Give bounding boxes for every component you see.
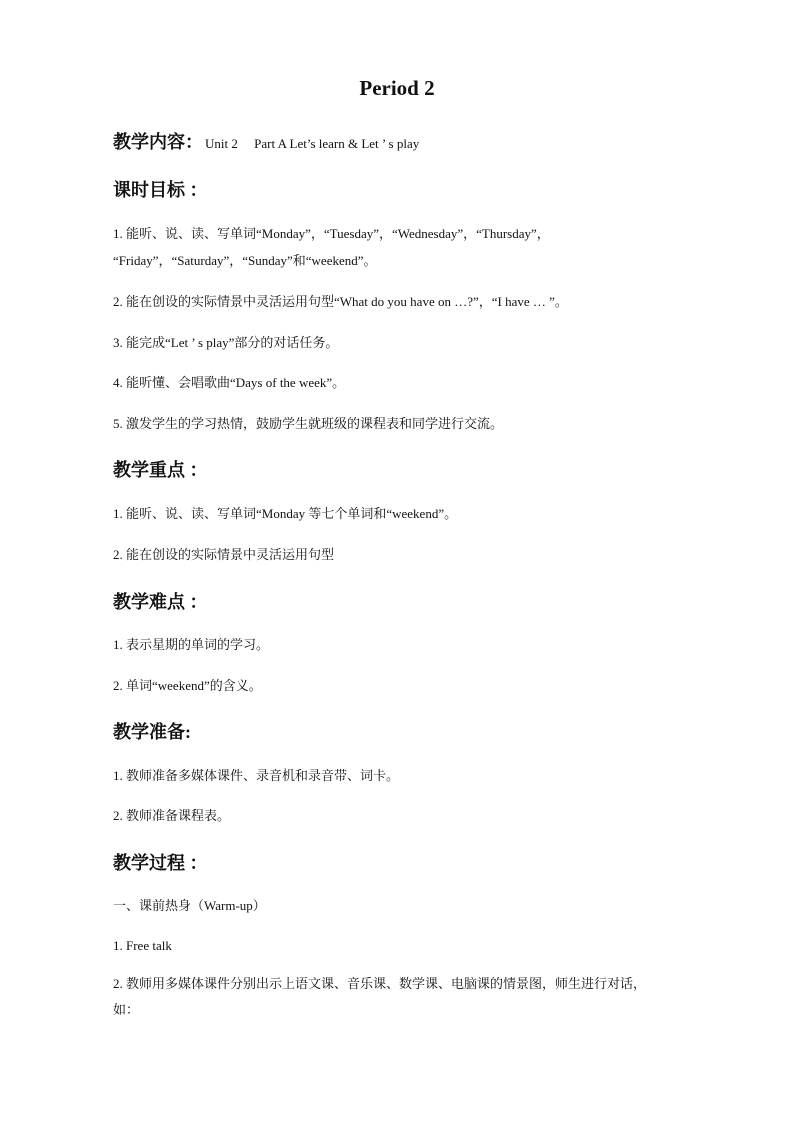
preparation-item-1: 1. 教师准备多媒体课件、录音机和录音带、词卡。: [113, 768, 400, 783]
difficulty-item-1: 1. 表示星期的单词的学习。: [113, 637, 270, 652]
objective-item-4: 4. 能听懂、会唱歌曲“Days of the week”。: [113, 375, 346, 390]
process-heading: 教学过程 ：: [113, 853, 208, 873]
process-item-1: 一、课前热身（Warm-up）: [113, 898, 266, 913]
process-item-3: 2. 教师用多媒体课件分别出示上语文课、音乐课、数学课、电脑课的情景图，师生进行对话，: [113, 976, 647, 991]
difficulty-item-2: 2. 单词“weekend”的含义。: [113, 678, 262, 693]
objective-item-1-cont: “Friday”，“Saturday”，“Sunday”和“weekend”。: [113, 253, 377, 268]
objective-item-1: 1. 能听、说、读、写单词“Monday”，“Tuesday”，“Wednesday”，“Thursday”，: [113, 226, 550, 241]
content-heading: [113, 128, 419, 154]
objective-item-5: 5. 激发学生的学习热情，鼓励学生就班级的课程表和同学进行交流。: [113, 416, 504, 431]
key-point-item-2: 2. 能在创设的实际情景中灵活运用句型: [113, 547, 335, 562]
difficulties-heading: 教学难点 ：: [113, 592, 208, 612]
preparation-item-2: 2. 教师准备课程表。: [113, 808, 231, 823]
preparation-heading: 教学准备:: [113, 722, 191, 742]
process-item-2: 1. Free talk: [113, 938, 172, 953]
objectives-heading: 课时目标 ：: [113, 180, 208, 200]
content-heading-label: 教学内容：: [113, 132, 203, 152]
document-title: Period 2: [359, 76, 435, 100]
content-text: Unit 2 Part A Let’s learn & Let ’ s play: [205, 136, 420, 151]
objective-item-3: 3. 能完成“Let ’ s play”部分的对话任务。: [113, 335, 339, 350]
objective-item-2: 2. 能在创设的实际情景中灵活运用句型“What do you have on …?”，“I have … ”。: [113, 294, 568, 309]
process-item-3-cont: 如：: [113, 1002, 140, 1017]
key-points-heading: 教学重点 ：: [113, 460, 208, 480]
key-point-item-1: 1. 能听、说、读、写单词“Monday 等七个单词和“weekend”。: [113, 506, 458, 521]
